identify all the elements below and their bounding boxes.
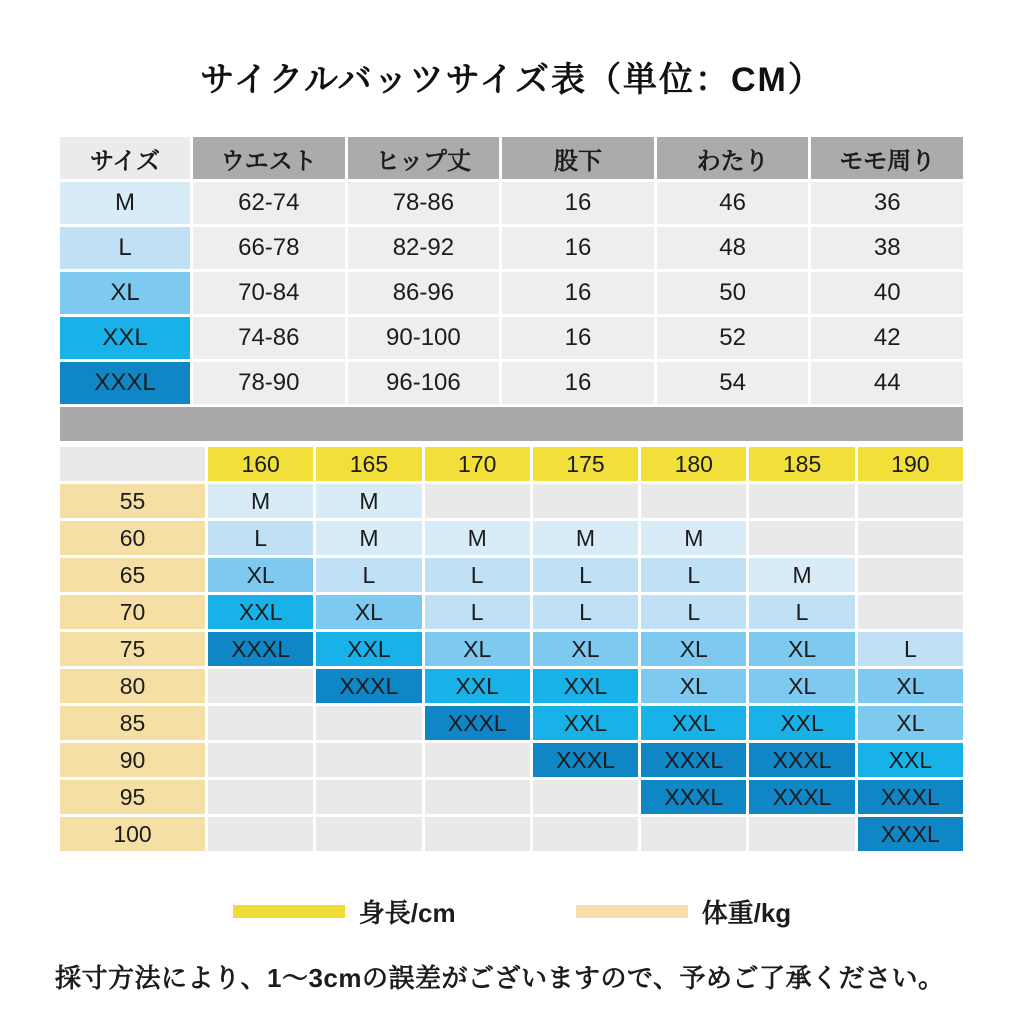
matrix-cell: L [425, 595, 530, 629]
matrix-cell: XXXL [316, 669, 421, 703]
weight-header-cell: 90 [60, 743, 205, 777]
size-table-header: ヒップ丈 [348, 137, 500, 179]
height-header-cell: 160 [208, 447, 313, 481]
matrix-cell: L [749, 595, 854, 629]
matrix-cell: M [208, 484, 313, 518]
matrix-cell [425, 817, 530, 851]
size-label-cell: XXL [60, 317, 190, 359]
weight-header-cell: 95 [60, 780, 205, 814]
size-value-cell: 16 [502, 272, 654, 314]
size-value-cell: 44 [811, 362, 963, 404]
size-value-cell: 90-100 [348, 317, 500, 359]
matrix-cell: XXXL [533, 743, 638, 777]
legend-item-weight [576, 893, 792, 930]
size-value-cell: 16 [502, 362, 654, 404]
size-table-header: ウエスト [193, 137, 345, 179]
height-header-cell: 190 [858, 447, 963, 481]
page-title: サイクルバッツサイズ表（単位：CM） [200, 61, 824, 99]
matrix-cell: M [316, 521, 421, 555]
matrix-cell: XXXL [641, 780, 746, 814]
size-value-cell: 86-96 [348, 272, 500, 314]
matrix-cell: XL [425, 632, 530, 666]
matrix-cell: M [749, 558, 854, 592]
matrix-cell [749, 521, 854, 555]
matrix-cell: L [425, 558, 530, 592]
size-value-cell: 96-106 [348, 362, 500, 404]
height-header-cell: 185 [749, 447, 854, 481]
matrix-cell [316, 817, 421, 851]
matrix-cell [208, 817, 313, 851]
matrix-cell: XXL [858, 743, 963, 777]
weight-swatch-icon [576, 905, 688, 918]
size-table-header: わたり [657, 137, 809, 179]
matrix-cell: XXXL [858, 780, 963, 814]
matrix-cell [208, 669, 313, 703]
matrix-corner-cell [60, 447, 205, 481]
matrix-cell: XXXL [208, 632, 313, 666]
size-spec-table [60, 137, 963, 404]
size-value-cell: 50 [657, 272, 809, 314]
size-value-cell: 16 [502, 317, 654, 359]
matrix-cell: M [641, 521, 746, 555]
height-swatch-icon [233, 905, 345, 918]
matrix-cell [425, 743, 530, 777]
matrix-cell: XXXL [749, 743, 854, 777]
weight-header-cell: 100 [60, 817, 205, 851]
size-value-cell: 46 [657, 182, 809, 224]
weight-header-cell: 65 [60, 558, 205, 592]
matrix-cell [749, 817, 854, 851]
matrix-cell: XXXL [641, 743, 746, 777]
size-table-header: 股下 [502, 137, 654, 179]
matrix-cell [749, 484, 854, 518]
size-value-cell: 48 [657, 227, 809, 269]
matrix-cell [858, 595, 963, 629]
matrix-cell: XXXL [425, 706, 530, 740]
matrix-cell [316, 743, 421, 777]
weight-header-cell: 85 [60, 706, 205, 740]
height-header-cell: 175 [533, 447, 638, 481]
matrix-cell: L [208, 521, 313, 555]
matrix-cell [425, 780, 530, 814]
matrix-cell: XL [749, 669, 854, 703]
matrix-cell [208, 743, 313, 777]
size-value-cell: 36 [811, 182, 963, 224]
matrix-cell: XXXL [749, 780, 854, 814]
matrix-cell: XXL [316, 632, 421, 666]
matrix-cell [641, 484, 746, 518]
matrix-cell: XL [641, 632, 746, 666]
measurement-note: 採寸方法により、1～3cmの誤差がございますので、予めご了承ください。 [55, 963, 945, 993]
size-label-cell: XL [60, 272, 190, 314]
matrix-cell [208, 706, 313, 740]
matrix-cell: XL [641, 669, 746, 703]
matrix-cell: XL [316, 595, 421, 629]
legend [0, 893, 1024, 930]
matrix-cell: XL [533, 632, 638, 666]
size-label-cell: L [60, 227, 190, 269]
weight-header-cell: 60 [60, 521, 205, 555]
weight-header-cell: 75 [60, 632, 205, 666]
height-weight-matrix [60, 447, 963, 851]
size-value-cell: 52 [657, 317, 809, 359]
size-label-cell: XXXL [60, 362, 190, 404]
matrix-cell: XXL [533, 706, 638, 740]
matrix-cell [316, 706, 421, 740]
size-value-cell: 74-86 [193, 317, 345, 359]
size-table-header: サイズ [60, 137, 190, 179]
matrix-cell [858, 484, 963, 518]
size-value-cell: 16 [502, 227, 654, 269]
matrix-cell: XXL [208, 595, 313, 629]
size-value-cell: 70-84 [193, 272, 345, 314]
matrix-cell: M [316, 484, 421, 518]
size-value-cell: 16 [502, 182, 654, 224]
matrix-cell: XXL [533, 669, 638, 703]
matrix-cell [316, 780, 421, 814]
matrix-cell: XL [858, 669, 963, 703]
matrix-cell [641, 817, 746, 851]
height-legend-label: 身長/cm [358, 898, 456, 928]
matrix-cell [858, 521, 963, 555]
matrix-cell [208, 780, 313, 814]
separator-band [60, 407, 963, 441]
matrix-cell: L [533, 595, 638, 629]
matrix-cell [425, 484, 530, 518]
height-header-cell: 180 [641, 447, 746, 481]
matrix-cell: L [533, 558, 638, 592]
weight-header-cell: 70 [60, 595, 205, 629]
matrix-cell [858, 558, 963, 592]
matrix-cell: XXL [641, 706, 746, 740]
size-value-cell: 38 [811, 227, 963, 269]
matrix-cell [533, 484, 638, 518]
matrix-cell: M [425, 521, 530, 555]
matrix-cell: XXL [425, 669, 530, 703]
matrix-cell [533, 780, 638, 814]
matrix-cell: XXL [749, 706, 854, 740]
matrix-cell: L [316, 558, 421, 592]
matrix-cell: L [641, 558, 746, 592]
size-value-cell: 40 [811, 272, 963, 314]
content-area [60, 137, 963, 851]
legend-item-height [233, 893, 456, 930]
weight-header-cell: 55 [60, 484, 205, 518]
matrix-cell [533, 817, 638, 851]
matrix-cell: XXXL [858, 817, 963, 851]
weight-legend-label: 体重/kg [701, 898, 792, 928]
matrix-cell: XL [749, 632, 854, 666]
matrix-cell: L [858, 632, 963, 666]
size-value-cell: 78-86 [348, 182, 500, 224]
size-value-cell: 42 [811, 317, 963, 359]
matrix-cell: XL [858, 706, 963, 740]
size-value-cell: 62-74 [193, 182, 345, 224]
size-value-cell: 82-92 [348, 227, 500, 269]
matrix-cell: M [533, 521, 638, 555]
weight-header-cell: 80 [60, 669, 205, 703]
size-label-cell: M [60, 182, 190, 224]
size-value-cell: 54 [657, 362, 809, 404]
size-value-cell: 78-90 [193, 362, 345, 404]
size-table-header: モモ周り [811, 137, 963, 179]
matrix-cell: L [641, 595, 746, 629]
height-header-cell: 170 [425, 447, 530, 481]
matrix-cell: XL [208, 558, 313, 592]
height-header-cell: 165 [316, 447, 421, 481]
size-value-cell: 66-78 [193, 227, 345, 269]
